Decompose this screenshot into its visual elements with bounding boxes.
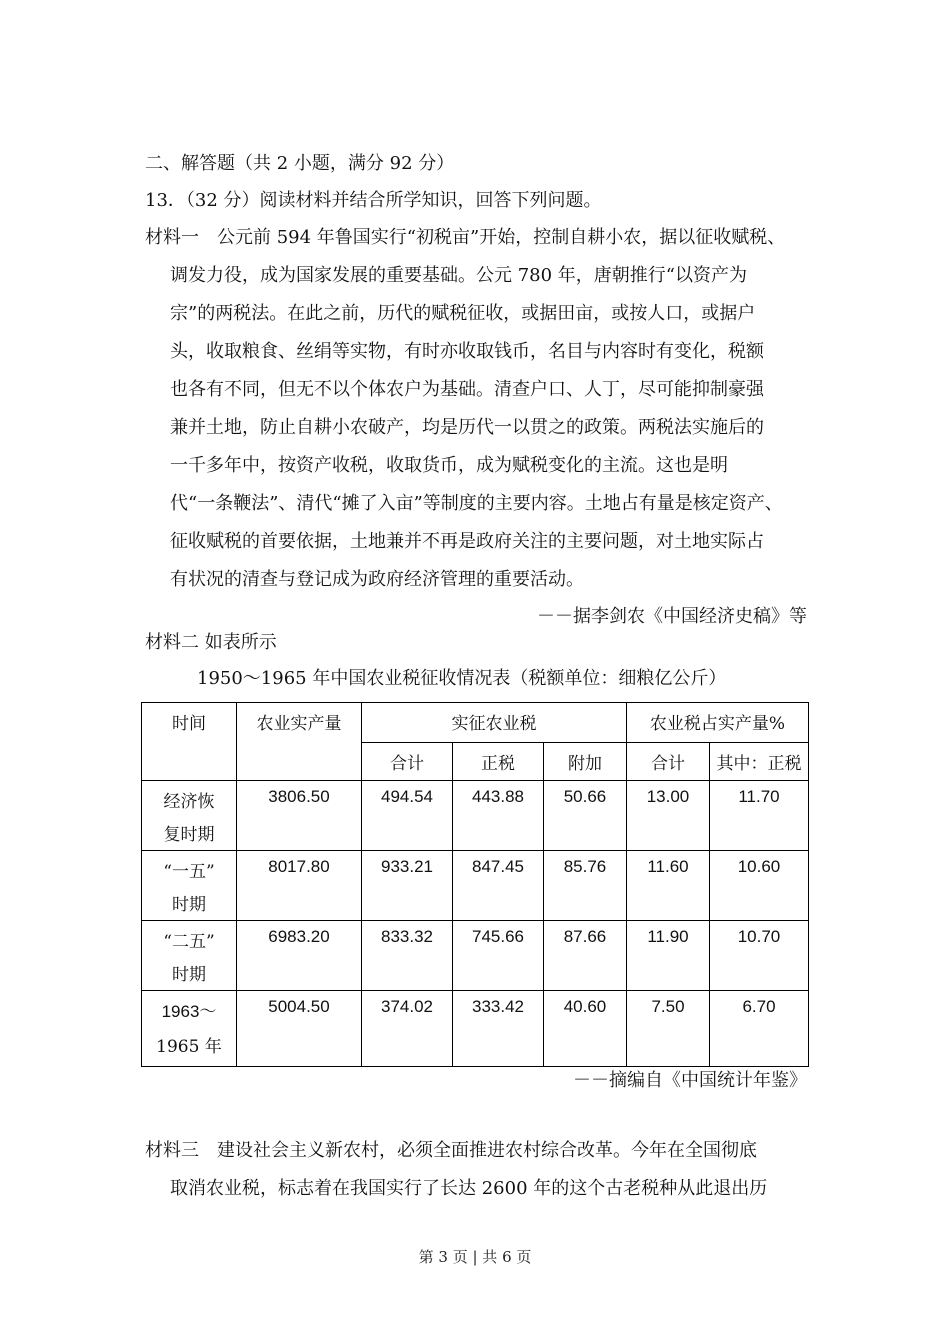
table-caption: 1950～1965 年中国农业税征收情况表（税额单位：细粮亿公斤） [197, 668, 727, 689]
row-main: 333.42 [453, 991, 544, 1067]
row-total: 374.02 [362, 991, 453, 1067]
row-ratio-total: 7.50 [627, 991, 710, 1067]
row-output: 6983.20 [237, 921, 362, 991]
material2-intro: 材料二 如表所示 [145, 632, 277, 653]
row-total: 933.21 [362, 851, 453, 921]
material1-line-9: 征收赋税的首要依据，土地兼并不再是政府关注的主要问题，对土地实际占 [170, 531, 764, 552]
row-main: 745.66 [453, 921, 544, 991]
row-period [142, 921, 237, 991]
header-tax-main: 正税 [453, 743, 544, 781]
row-period [142, 781, 237, 851]
row-ratio-main: 10.70 [710, 921, 809, 991]
header-tax-total: 合计 [362, 743, 453, 781]
period-line-1: “一五” [163, 862, 215, 882]
material1-line-7: 一千多年中，按资产收税，收取货币，成为赋税变化的主流。这也是明 [170, 455, 728, 476]
table-row [142, 851, 809, 921]
row-period [142, 991, 237, 1067]
table-row [142, 921, 809, 991]
period-line-1: 1963～ [161, 1002, 217, 1021]
period-line-1: “二五” [163, 932, 215, 952]
row-extra: 40.60 [544, 991, 627, 1067]
material2-source: －－摘编自《中国统计年鉴》 [573, 1070, 807, 1091]
table-header-row [142, 703, 809, 743]
row-period [142, 851, 237, 921]
material1-line-3: 宗”的两税法。在此之前，历代的赋税征收，或据田亩，或按人口，或据户 [170, 303, 756, 324]
row-ratio-main: 6.70 [710, 991, 809, 1067]
material1-line-2: 调发力役，成为国家发展的重要基础。公元 780 年，唐朝推行“以资产为 [170, 265, 747, 286]
period-line-2: 时期 [172, 965, 206, 985]
row-output: 5004.50 [237, 991, 362, 1067]
period-line-2: 时期 [172, 895, 206, 915]
material1-line-1: 材料一 公元前 594 年鲁国实行“初税亩”开始，控制自耕小农，据以征收赋税、 [145, 227, 786, 248]
period-line-2: 1965 年 [156, 1037, 222, 1057]
row-extra: 85.76 [544, 851, 627, 921]
material1-line-6: 兼并土地，防止自耕小农破产，均是历代一以贯之的政策。两税法实施后的 [170, 417, 764, 438]
material1-line-5: 也各有不同，但无不以个体农户为基础。清查户口、人丁，尽可能抑制豪强 [170, 379, 764, 400]
row-main: 443.88 [453, 781, 544, 851]
row-extra: 50.66 [544, 781, 627, 851]
material1-source: －－据李剑农《中国经济史稿》等 [537, 606, 807, 627]
row-ratio-total: 11.90 [627, 921, 710, 991]
material3-line-1: 材料三 建设社会主义新农村，必须全面推进农村综合改革。今年在全国彻底 [145, 1140, 757, 1161]
header-tax: 实征农业税 [362, 703, 627, 743]
row-extra: 87.66 [544, 921, 627, 991]
section-title: 二、解答题（共 2 小题，满分 92 分） [145, 153, 455, 174]
row-ratio-total: 13.00 [627, 781, 710, 851]
period-line-1: 经济恢 [163, 792, 215, 812]
material3-line-2: 取消农业税，标志着在我国实行了长达 2600 年的这个古老税种从此退出历 [170, 1178, 768, 1199]
row-ratio-main: 10.60 [710, 851, 809, 921]
tax-table [141, 702, 809, 1067]
row-output: 3806.50 [237, 781, 362, 851]
material1-line-8: 代“一条鞭法”、清代“摊了入亩”等制度的主要内容。土地占有量是核定资产、 [170, 493, 783, 514]
table-row [142, 781, 809, 851]
row-main: 847.45 [453, 851, 544, 921]
row-output: 8017.80 [237, 851, 362, 921]
row-total: 833.32 [362, 921, 453, 991]
header-ratio-main: 其中：正税 [710, 743, 809, 781]
row-total: 494.54 [362, 781, 453, 851]
row-ratio-main: 11.70 [710, 781, 809, 851]
material1-line-10: 有状况的清查与登记成为政府经济管理的重要活动。 [170, 569, 584, 590]
row-ratio-total: 11.60 [627, 851, 710, 921]
header-ratio-total: 合计 [627, 743, 710, 781]
header-output: 农业实产量 [237, 703, 362, 781]
table-row [142, 991, 809, 1067]
material1-line-4: 头，收取粮食、丝绢等实物，有时亦收取钱币，名目与内容时有变化，税额 [170, 341, 764, 362]
header-time: 时间 [142, 703, 237, 781]
question-13: 13．（32 分）阅读材料并结合所学知识，回答下列问题。 [145, 190, 602, 211]
page-footer: 第 3 页 | 共 6 页 [418, 1248, 532, 1266]
period-line-2: 复时期 [163, 825, 215, 845]
header-ratio: 农业税占实产量% [627, 703, 809, 743]
header-tax-extra: 附加 [544, 743, 627, 781]
